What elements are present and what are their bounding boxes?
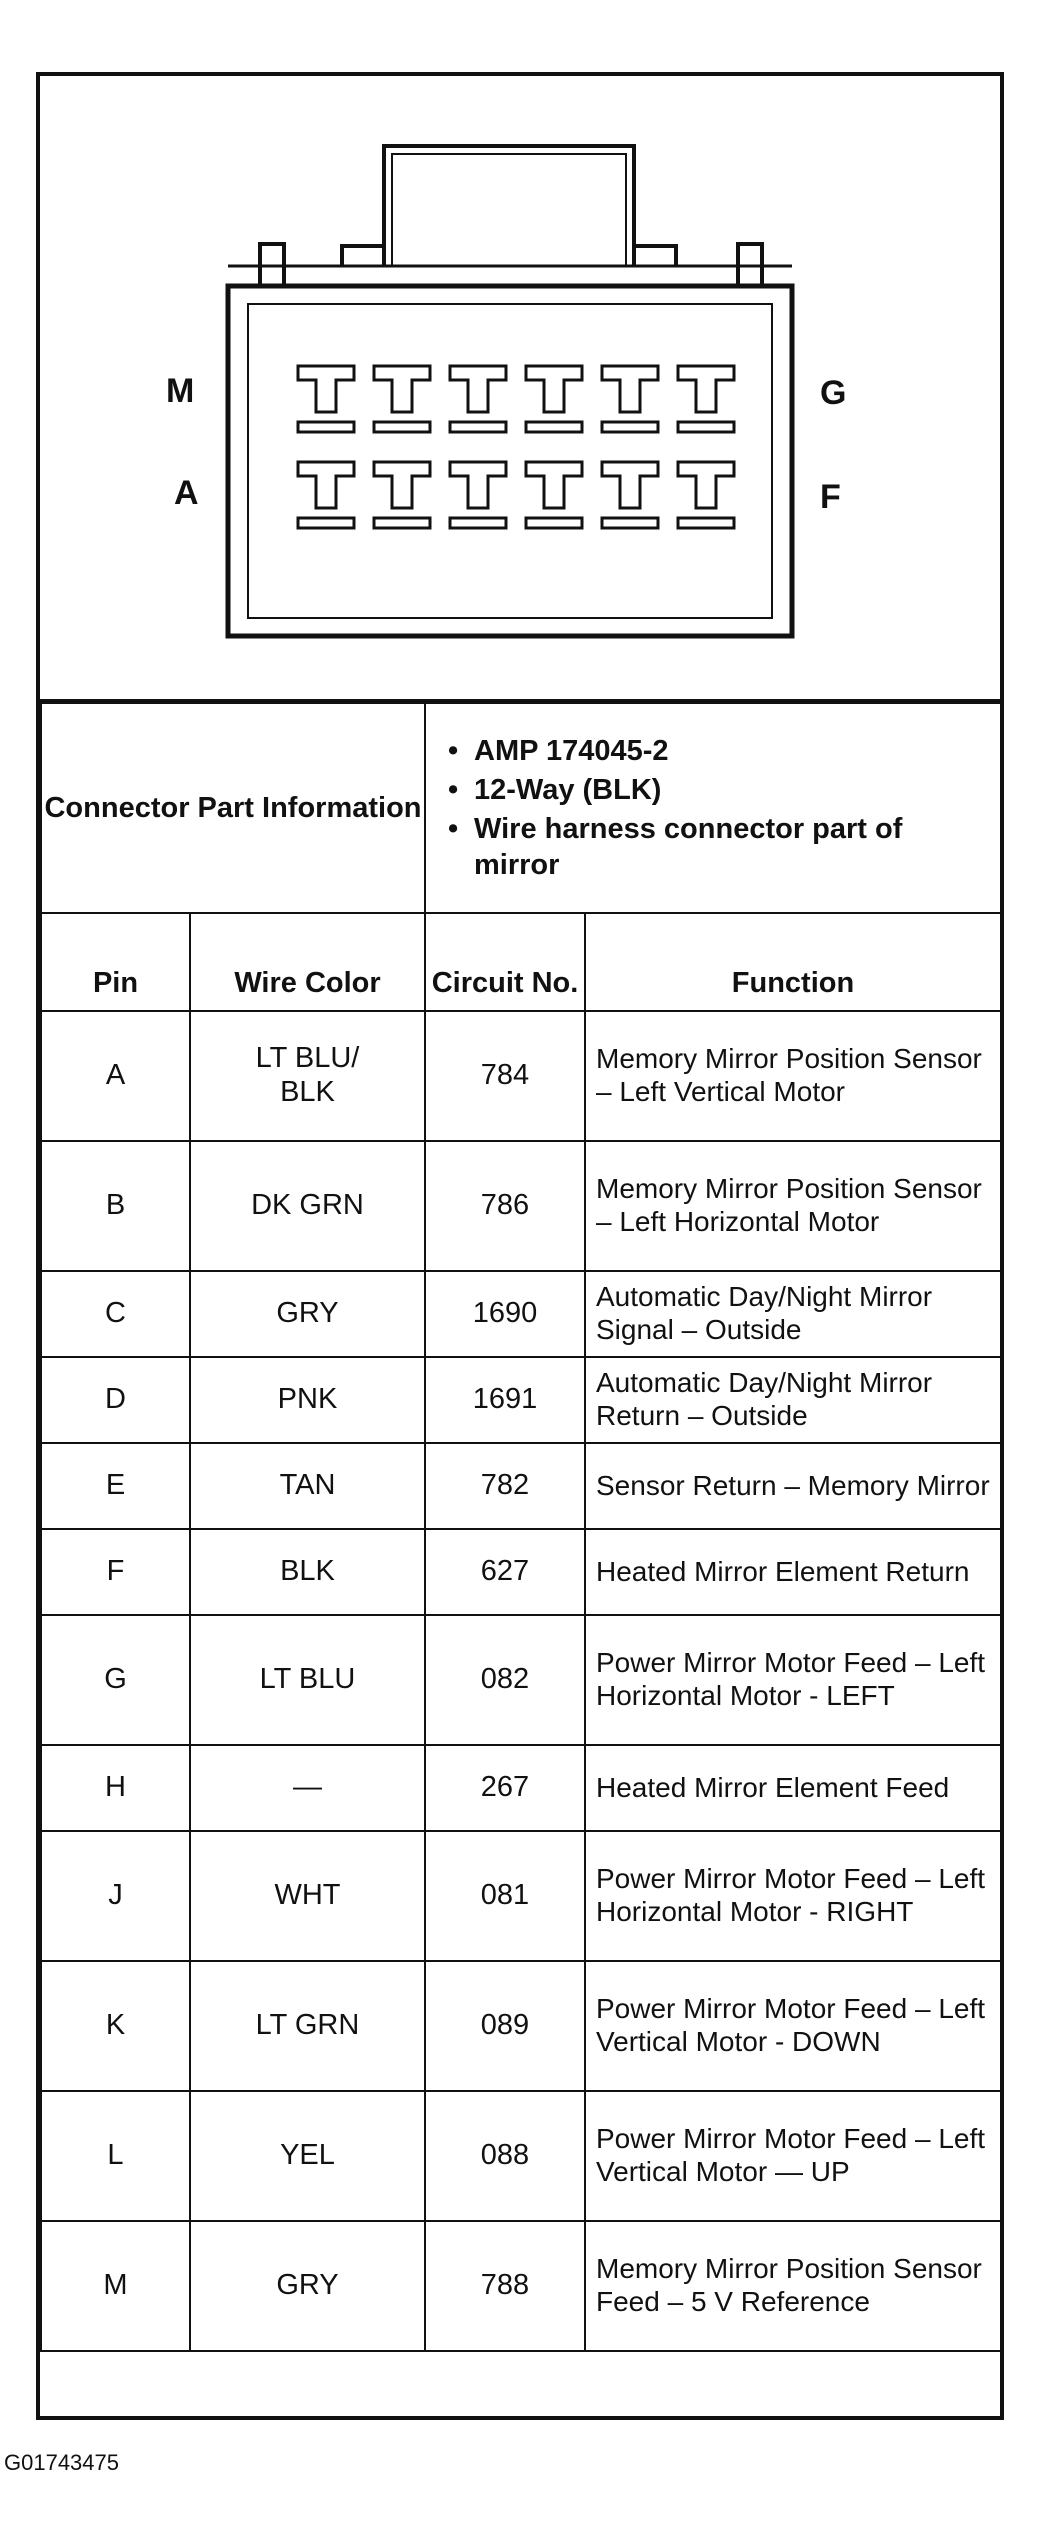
harness-note: • Wire harness connector part of mirror bbox=[444, 811, 982, 884]
function-cell: Power Mirror Motor Feed – Left Vertical Motor — UP bbox=[585, 2091, 1001, 2221]
function-cell: Heated Mirror Element Feed bbox=[585, 1745, 1001, 1831]
table-row bbox=[41, 2091, 1001, 2221]
function-cell: Power Mirror Motor Feed – Left Horizontal Motor - RIGHT bbox=[585, 1831, 1001, 1961]
function-cell: Automatic Day/Night Mirror Return – Outside bbox=[585, 1357, 1001, 1443]
pin-cell: M bbox=[41, 2221, 190, 2351]
circuit-cell: 089 bbox=[425, 1961, 585, 2091]
circuit-cell: 267 bbox=[425, 1745, 585, 1831]
circuit-cell: 1690 bbox=[425, 1271, 585, 1357]
part-info-details bbox=[425, 703, 1001, 913]
circuit-cell: 082 bbox=[425, 1615, 585, 1745]
table-row bbox=[41, 2221, 1001, 2351]
table-row bbox=[41, 1271, 1001, 1357]
terminal-top-3 bbox=[450, 366, 506, 432]
circuit-cell: 1691 bbox=[425, 1357, 585, 1443]
terminal-bottom-6 bbox=[678, 462, 734, 528]
table-row bbox=[41, 1443, 1001, 1529]
circuit-cell: 784 bbox=[425, 1011, 585, 1141]
pin-cell: K bbox=[41, 1961, 190, 2091]
pin-table bbox=[40, 912, 1002, 2352]
wire-color-cell: LT BLU bbox=[190, 1615, 425, 1745]
circuit-cell: 088 bbox=[425, 2091, 585, 2221]
pin-label-f: F bbox=[820, 478, 841, 516]
header-function: Function bbox=[585, 913, 1001, 1011]
connector-diagram bbox=[40, 76, 1000, 702]
header-wire-color: Wire Color bbox=[190, 913, 425, 1011]
wire-color-cell: YEL bbox=[190, 2091, 425, 2221]
terminal-top-5 bbox=[602, 366, 658, 432]
terminal-top-4 bbox=[526, 366, 582, 432]
circuit-cell: 786 bbox=[425, 1141, 585, 1271]
pin-cell: B bbox=[41, 1141, 190, 1271]
figure-id: G01743475 bbox=[4, 2450, 119, 2475]
function-cell: Sensor Return – Memory Mirror bbox=[585, 1443, 1001, 1529]
part-number: • AMP 174045-2 bbox=[444, 733, 982, 769]
terminal-bottom-5 bbox=[602, 462, 658, 528]
terminal-top-2 bbox=[374, 366, 430, 432]
function-cell: Power Mirror Motor Feed – Left Vertical Motor - DOWN bbox=[585, 1961, 1001, 2091]
terminal-top-1 bbox=[298, 366, 354, 432]
table-row bbox=[41, 1615, 1001, 1745]
terminal-bottom-2 bbox=[374, 462, 430, 528]
pin-label-a: A bbox=[174, 474, 199, 512]
table-row bbox=[41, 1529, 1001, 1615]
pin-cell: L bbox=[41, 2091, 190, 2221]
wire-color-cell: GRY bbox=[190, 2221, 425, 2351]
connector-part-info bbox=[40, 702, 1002, 914]
circuit-cell: 782 bbox=[425, 1443, 585, 1529]
table-row bbox=[41, 1011, 1001, 1141]
terminal-top-6 bbox=[678, 366, 734, 432]
pin-cell: F bbox=[41, 1529, 190, 1615]
table-row bbox=[41, 1141, 1001, 1271]
header-circuit-no: Circuit No. bbox=[425, 913, 585, 1011]
wire-color-cell: WHT bbox=[190, 1831, 425, 1961]
pin-label-m: M bbox=[166, 372, 195, 410]
table-row bbox=[41, 1831, 1001, 1961]
table-row bbox=[41, 1357, 1001, 1443]
pin-cell: H bbox=[41, 1745, 190, 1831]
function-cell: Memory Mirror Position Sensor – Left Horizontal Motor bbox=[585, 1141, 1001, 1271]
wire-color-cell: PNK bbox=[190, 1357, 425, 1443]
wire-color-cell: LT BLU/ BLK bbox=[190, 1011, 425, 1141]
table-row bbox=[41, 1745, 1001, 1831]
pin-cell: E bbox=[41, 1443, 190, 1529]
pin-cell: G bbox=[41, 1615, 190, 1745]
circuit-cell: 788 bbox=[425, 2221, 585, 2351]
pin-cell: J bbox=[41, 1831, 190, 1961]
terminal-bottom-1 bbox=[298, 462, 354, 528]
wire-color-cell: LT GRN bbox=[190, 1961, 425, 2091]
terminal-bottom-3 bbox=[450, 462, 506, 528]
table-row bbox=[41, 1961, 1001, 2091]
wire-color-cell: BLK bbox=[190, 1529, 425, 1615]
pin-cell: A bbox=[41, 1011, 190, 1141]
header-pin: Pin bbox=[41, 913, 190, 1011]
function-cell: Memory Mirror Position Sensor – Left Vertical Motor bbox=[585, 1011, 1001, 1141]
pin-cell: D bbox=[41, 1357, 190, 1443]
wire-color-cell: GRY bbox=[190, 1271, 425, 1357]
pin-cell: C bbox=[41, 1271, 190, 1357]
wire-color-cell: — bbox=[190, 1745, 425, 1831]
way-count: • 12-Way (BLK) bbox=[444, 772, 982, 808]
wire-color-cell: TAN bbox=[190, 1443, 425, 1529]
connector-sheet bbox=[36, 72, 1004, 2420]
circuit-cell: 627 bbox=[425, 1529, 585, 1615]
function-cell: Heated Mirror Element Return bbox=[585, 1529, 1001, 1615]
part-info-label: Connector Part Information bbox=[41, 703, 425, 913]
pin-label-g: G bbox=[820, 374, 847, 412]
function-cell: Power Mirror Motor Feed – Left Horizontal Motor - LEFT bbox=[585, 1615, 1001, 1745]
function-cell: Memory Mirror Position Sensor Feed – 5 V Reference bbox=[585, 2221, 1001, 2351]
pin-table-header bbox=[41, 913, 1001, 1011]
terminal-bottom-4 bbox=[526, 462, 582, 528]
wire-color-cell: DK GRN bbox=[190, 1141, 425, 1271]
circuit-cell: 081 bbox=[425, 1831, 585, 1961]
function-cell: Automatic Day/Night Mirror Signal – Outside bbox=[585, 1271, 1001, 1357]
